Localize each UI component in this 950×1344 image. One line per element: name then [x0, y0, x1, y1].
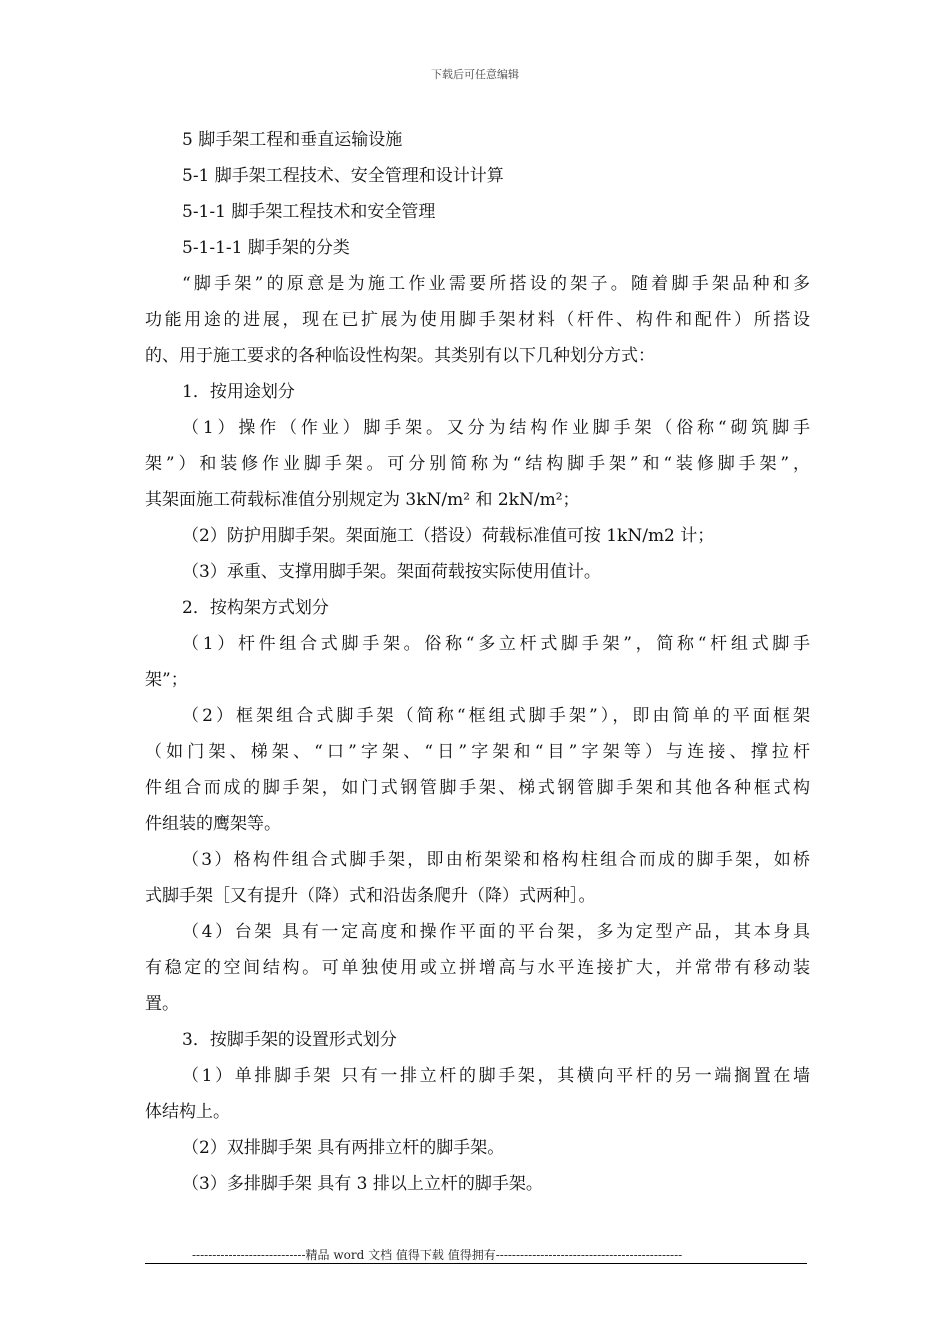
paragraph-line: 有稳定的空间结构。可单独使用或立拼增高与水平连接扩大，并常带有移动装: [145, 958, 810, 978]
paragraph-line: 件组合而成的脚手架，如门式钢管脚手架、梯式钢管脚手架和其他各种框式构: [145, 778, 810, 798]
paragraph-line: （1）单排脚手架 只有一排立杆的脚手架，其横向平杆的另一端搁置在墙: [182, 1066, 810, 1086]
paragraph-line: （2）框架组合式脚手架（简称“框组式脚手架”），即由简单的平面框架: [182, 706, 810, 726]
section-heading: 3．按脚手架的设置形式划分: [182, 1030, 397, 1050]
paragraph-line: （如门架、梯架、“口”字架、“日”字架和“目”字架等）与连接、撑拉杆: [145, 742, 810, 762]
section-heading: 1．按用途划分: [182, 382, 295, 402]
paragraph-line: 体结构上。: [145, 1102, 230, 1122]
paragraph-line: 件组装的鹰架等。: [145, 814, 281, 834]
paragraph-line: （4）台架 具有一定高度和操作平面的平台架，多为定型产品，其本身具: [182, 922, 810, 942]
footer-divider: [145, 1263, 807, 1264]
paragraph-line: 功能用途的进展，现在已扩展为使用脚手架材料（杆件、构件和配件）所搭设: [145, 310, 810, 330]
paragraph-line: （2）双排脚手架 具有两排立杆的脚手架。: [182, 1138, 505, 1158]
paragraph-line: （2）防护用脚手架。架面施工（搭设）荷载标准值可按 1kN/m2 计；: [182, 526, 715, 546]
heading-5-1-1-1: 5-1-1-1 脚手架的分类: [182, 238, 350, 258]
paragraph-line: （1）杆件组合式脚手架。俗称“多立杆式脚手架”，简称“杆组式脚手: [182, 634, 810, 654]
heading-5-1-1: 5-1-1 脚手架工程技术和安全管理: [182, 202, 436, 222]
paragraph-line: 式脚手架［又有提升（降）式和沿齿条爬升（降）式两种］。: [145, 886, 596, 906]
paragraph-line: （3）多排脚手架 具有 3 排以上立杆的脚手架。: [182, 1174, 543, 1194]
paragraph-line: 置。: [145, 994, 179, 1014]
page-header: 下载后可任意编辑: [431, 68, 519, 81]
paragraph-line: 架”）和装修作业脚手架。可分别简称为“结构脚手架”和“装修脚手架”，: [145, 454, 810, 474]
heading-5: 5 脚手架工程和垂直运输设施: [182, 130, 403, 150]
paragraph-line: （1）操作（作业）脚手架。又分为结构作业脚手架（俗称“砌筑脚手: [182, 418, 810, 438]
page-footer: ----------------------------精品 word 文档 值得下载 值得拥有----------------------------------------------: [192, 1248, 683, 1262]
section-heading: 2．按构架方式划分: [182, 598, 329, 618]
paragraph-line: 架”；: [145, 670, 188, 690]
paragraph-line: （3）格构件组合式脚手架，即由桁架梁和格构柱组合而成的脚手架，如桥: [182, 850, 810, 870]
paragraph-line: 其架面施工荷载标准值分别规定为 3kN/m² 和 2kN/m²；: [145, 490, 580, 510]
paragraph-line: “脚手架”的原意是为施工作业需要所搭设的架子。随着脚手架品种和多: [182, 274, 810, 294]
heading-5-1: 5-1 脚手架工程技术、安全管理和设计计算: [182, 166, 504, 186]
paragraph-line: 的、用于施工要求的各种临设性构架。其类别有以下几种划分方式：: [145, 346, 655, 366]
paragraph-line: （3）承重、支撑用脚手架。架面荷载按实际使用值计。: [182, 562, 601, 582]
